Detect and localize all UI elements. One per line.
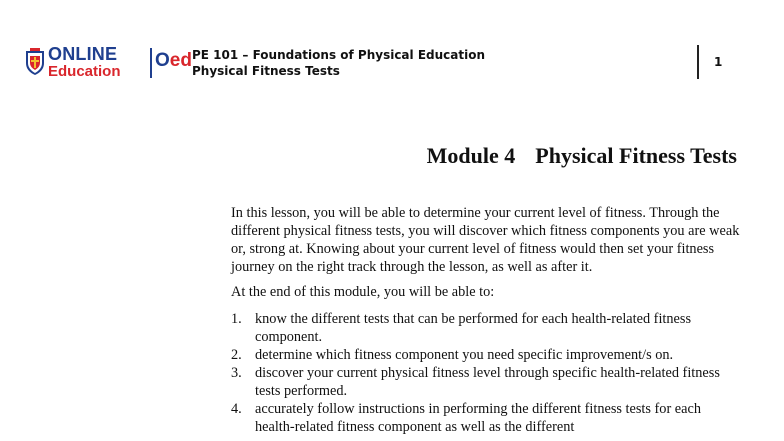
module-title (427, 143, 737, 169)
page-number: 1 (714, 55, 723, 69)
list-item-number: 3. (231, 365, 242, 381)
logo-oed-ed: ed (169, 50, 192, 71)
logo-wordmark-online: ONLINE (48, 44, 118, 64)
objectives-list (231, 310, 741, 436)
list-item (231, 364, 741, 400)
page-header (0, 0, 784, 100)
list-item-text: accurately follow instructions in performing the different fitness tests for each health-related fitness component as well as the different (255, 401, 701, 435)
module-number: Module 4 (426, 143, 516, 168)
list-item-text: determine which fitness component you need specific improvement/s on. (255, 347, 674, 363)
list-item (231, 346, 741, 364)
list-item-text: discover your current physical fitness level through specific health-related fitness tests performed. (255, 365, 720, 399)
list-item-text: know the different tests that can be performed for each health-related fitness component. (255, 311, 692, 345)
course-subtitle: Physical Fitness Tests (192, 64, 340, 78)
lesson-body (231, 204, 741, 436)
intro-paragraph: In this lesson, you will be able to determine your current level of fitness. Through the different physical fitness tests, you will discover which fitness components you are weak or, strong at. Knowing about your current level of fitness would then set your fitness journey on the right track through the lesson, as well as after it. (231, 205, 740, 275)
logo-oed-o: O (155, 50, 170, 71)
school-crest-icon (24, 48, 46, 76)
logo-divider (150, 48, 152, 78)
logo-oed-mark (155, 50, 192, 72)
module-name: Physical Fitness Tests (535, 143, 737, 168)
list-item-number: 2. (231, 347, 242, 363)
logo-wordmark-education: Education (48, 63, 121, 80)
course-heading (192, 47, 485, 79)
list-item-number: 1. (231, 311, 242, 327)
list-item-number: 4. (231, 401, 242, 417)
header-rule (697, 45, 699, 79)
course-title: PE 101 – Foundations of Physical Education (192, 48, 485, 62)
list-item (231, 400, 741, 436)
list-item (231, 310, 741, 346)
objectives-lead: At the end of this module, you will be able to: (231, 284, 495, 300)
online-education-logo (24, 44, 192, 84)
